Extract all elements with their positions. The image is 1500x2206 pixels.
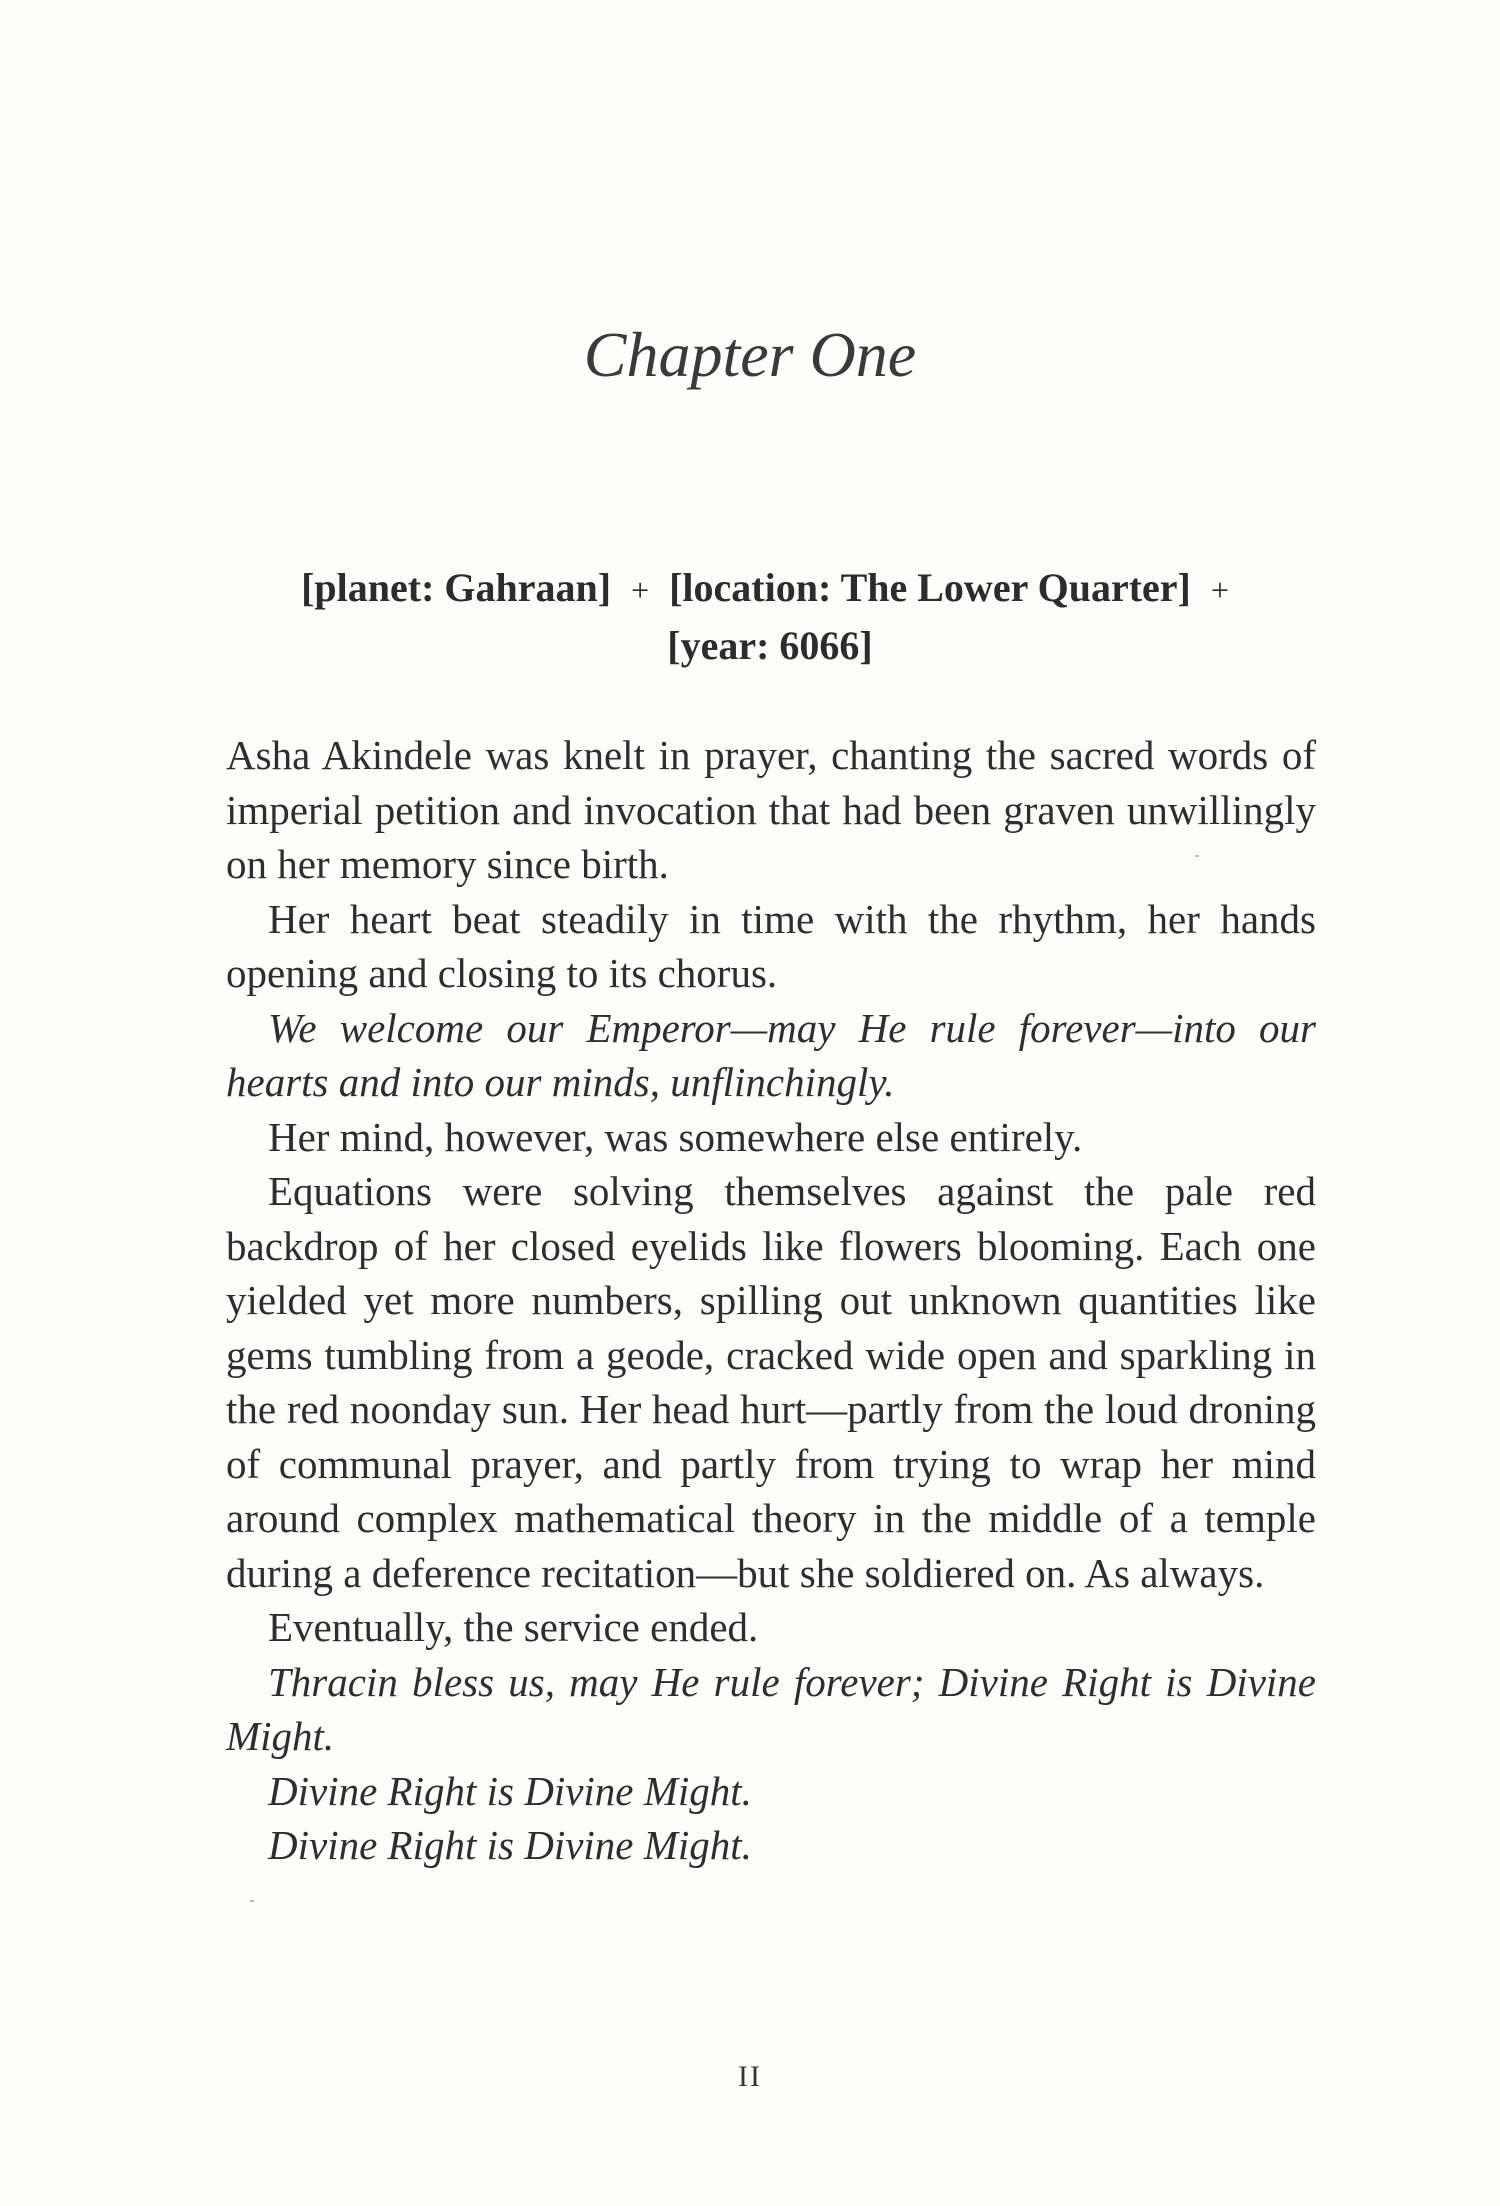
- chapter-title: Chapter One: [583, 319, 917, 390]
- prayer-line: Thracin bless us, may He rule forever; Divine Right is Divine Might.: [226, 1658, 1316, 1759]
- chapter-body: [226, 728, 1316, 1873]
- paper-speck: [1195, 855, 1199, 857]
- planet-tag: [planet: Gahraan]: [301, 565, 612, 610]
- separator: +: [631, 572, 650, 608]
- paper-speck: [250, 1900, 254, 1902]
- scene-header: [260, 560, 1280, 674]
- paragraph: Asha Akindele was knelt in prayer, chanting the sacred words of imperial petition and invocation that had been graven unwillingly on her memory since birth.: [226, 732, 1316, 887]
- paragraph: Her mind, however, was somewhere else entirely.: [268, 1113, 1083, 1160]
- paragraph: Eventually, the service ended.: [268, 1604, 759, 1650]
- paragraph: Equations were solving themselves against the pale red backdrop of her closed eyelids like flowers blooming. Each one yielded yet more numbers, spilling out unknown quantities like gems tumbling from a geode, cracked wide open and sparkling in the red noonday sun. Her head hurt—partly from the loud droning of communal prayer, and partly from trying to wrap her mind around complex mathematical theory in the middle of a temple during a deference recitation—but she soldiered on. As always.: [226, 1168, 1316, 1596]
- prayer-line: Divine Right is Divine Might.: [268, 1822, 752, 1868]
- prayer-line: Divine Right is Divine Might.: [268, 1767, 752, 1814]
- paragraph: Her heart beat steadily in time with the rhythm, her hands opening and closing to its chorus.: [226, 895, 1316, 996]
- separator: +: [1210, 572, 1229, 608]
- page-number: II: [738, 2060, 762, 2093]
- year-tag: [year: 6066]: [667, 623, 873, 668]
- location-tag: [location: The Lower Quarter]: [669, 565, 1191, 610]
- prayer-line: We welcome our Emperor—may He rule forever—into our hearts and into our minds, unflinchingly.: [226, 1004, 1316, 1105]
